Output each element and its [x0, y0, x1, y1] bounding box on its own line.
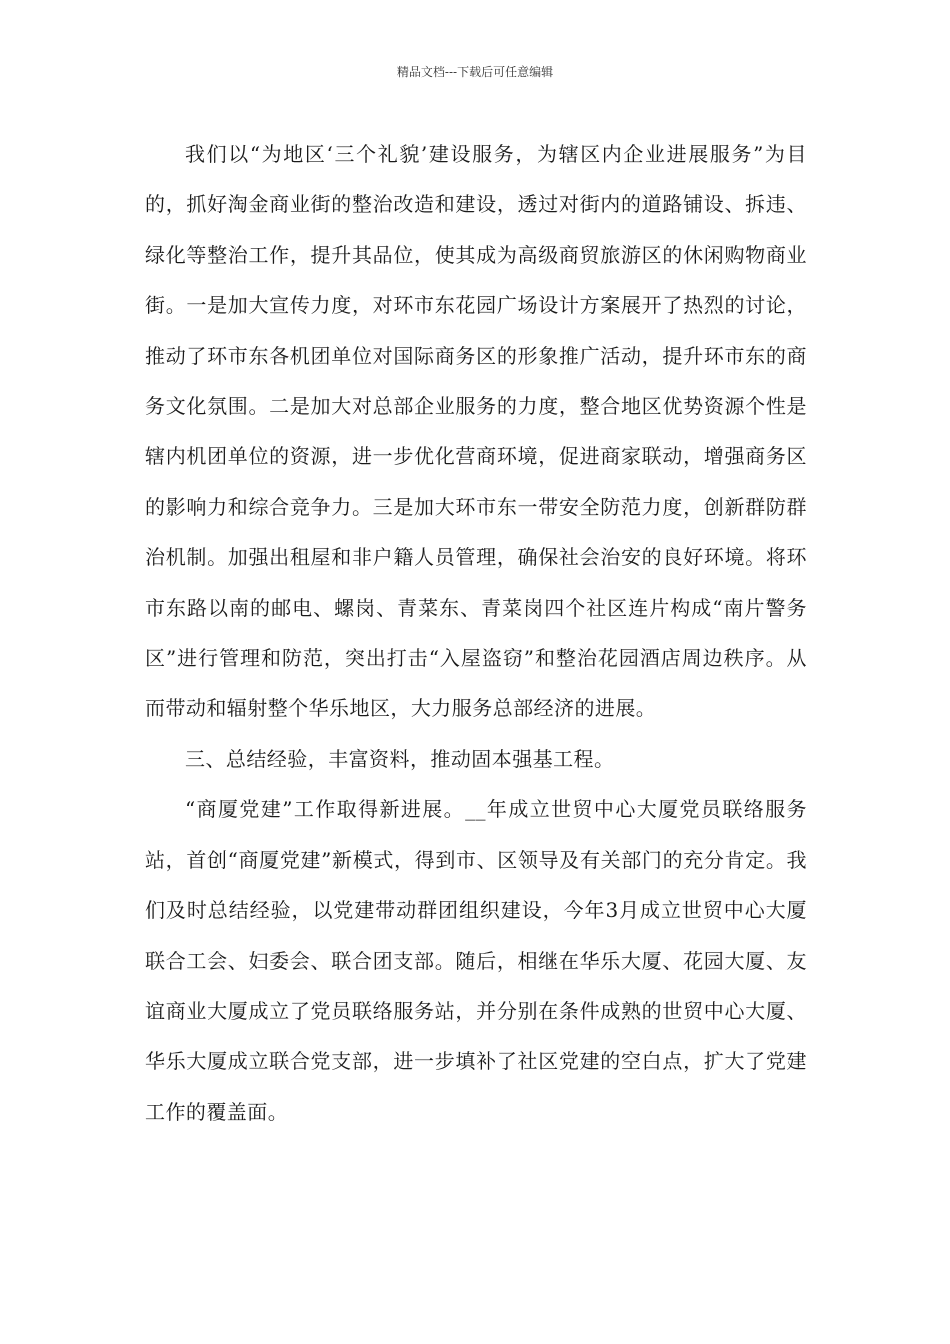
- document-body: [145, 129, 807, 1137]
- body-paragraph-2: “商厦党建”工作取得新进展。__年成立世贸中心大厦党员联络服务站，首创“商厦党建”新模式，得到市、区领导及有关部门的充分肯定。我们及时总结经验，以党建带动群团组织建设，今年3月成立世贸中心大厦联合工会、妇委会、联合团支部。随后，相继在华乐大厦、花园大厦、友谊商业大厦成立了党员联络服务站，并分别在条件成熟的世贸中心大厦、华乐大厦成立联合党支部，进一步填补了社区党建的空白点，扩大了党建工作的覆盖面。: [145, 797, 807, 1124]
- page-header: 精品文档---下载后可任意编辑: [396, 65, 554, 79]
- section-heading: 三、总结经验，丰富资料，推动固本强基工程。: [185, 746, 615, 771]
- body-paragraph-1: 我们以“为地区‘三个礼貌’建设服务，为辖区内企业进展服务”为目的，抓好淘金商业街的整治改造和建设，透过对街内的道路铺设、拆违、绿化等整治工作，提升其品位，使其成为高级商贸旅游区的休闲购物商业街。一是加大宣传力度，对环市东花园广场设计方案展开了热烈的讨论，推动了环市东各机团单位对国际商务区的形象推广活动，提升环市东的商务文化氛围。二是加大对总部企业服务的力度，整合地区优势资源个性是辖内机团单位的资源，进一步优化营商环境，促进商家联动，增强商务区的影响力和综合竞争力。三是加大环市东一带安全防范力度，创新群防群治机制。加强出租屋和非户籍人员管理，确保社会治安的良好环境。将环市东路以南的邮电、螺岗、青菜东、青菜岗四个社区连片构成“南片警务区”进行管理和防范，突出打击“入屋盗窃”和整治花园酒店周边秩序。从而带动和辐射整个华乐地区，大力服务总部经济的进展。: [145, 142, 807, 721]
